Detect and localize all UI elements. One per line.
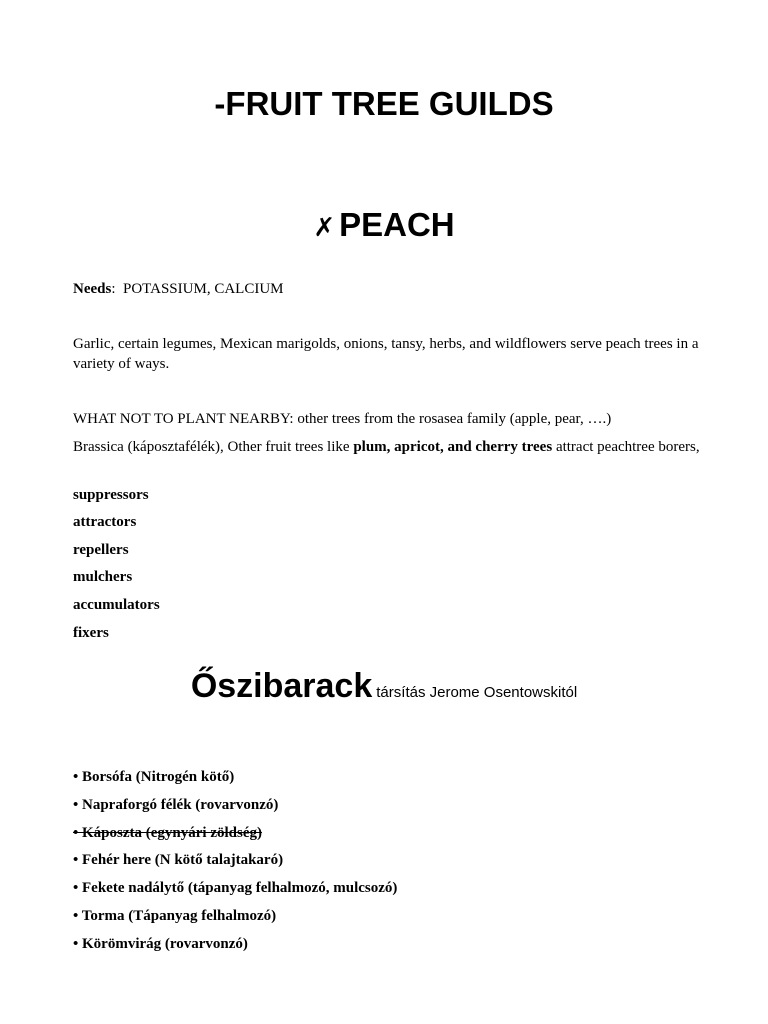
role-item: repellers bbox=[73, 542, 129, 558]
role-item: accumulators bbox=[73, 597, 160, 613]
intro-paragraph: Garlic, certain legumes, Mexican marigolds, onions, tansy, herbs, and wildflowers serve peach trees in a variety of ways. bbox=[73, 336, 699, 372]
section-title bbox=[0, 205, 768, 247]
guild-list-item: • Körömvirág (rovarvonzó) bbox=[73, 936, 248, 952]
brassica-text-bold: plum, apricot, and cherry trees bbox=[353, 439, 553, 455]
hungarian-heading-sub: társítás Jerome Osentowskitól bbox=[376, 684, 578, 701]
guild-list-item: • Napraforgó félék (rovarvonzó) bbox=[73, 797, 279, 813]
role-item: mulchers bbox=[73, 569, 133, 585]
hungarian-heading bbox=[0, 664, 768, 708]
brassica-paragraph bbox=[73, 437, 703, 457]
needs-line bbox=[73, 279, 703, 299]
role-item: fixers bbox=[73, 625, 109, 641]
brassica-text-post: attract peachtree borers, bbox=[552, 439, 700, 455]
needs-label: Needs bbox=[73, 281, 112, 297]
guild-list-item-struck: • Káposzta (egynyári zöldség) bbox=[73, 825, 262, 841]
section-title-text: PEACH bbox=[339, 206, 455, 243]
not-plant-paragraph: WHAT NOT TO PLANT NEARBY: other trees from the rosasea family (apple, pear, ….) bbox=[73, 411, 612, 427]
guild-list-item: • Fekete nadálytő (tápanyag felhalmozó, mulcsozó) bbox=[73, 880, 398, 896]
role-item: attractors bbox=[73, 514, 137, 530]
role-item: suppressors bbox=[73, 487, 149, 503]
guild-list-item: • Torma (Tápanyag felhalmozó) bbox=[73, 908, 277, 924]
hungarian-heading-main: Őszibarack bbox=[190, 667, 373, 705]
guild-list-item: • Borsófa (Nitrogén kötő) bbox=[73, 769, 235, 785]
needs-value: POTASSIUM, CALCIUM bbox=[123, 281, 284, 297]
guild-list-item: • Fehér here (N kötő talajtakaró) bbox=[73, 852, 284, 868]
document-title: -FRUIT TREE GUILDS bbox=[214, 85, 554, 122]
brassica-text-pre: Brassica (káposztafélék), Other fruit trees like bbox=[73, 439, 354, 455]
needs-separator: : bbox=[111, 281, 116, 297]
cross-mark-icon: ✗ bbox=[313, 212, 336, 242]
